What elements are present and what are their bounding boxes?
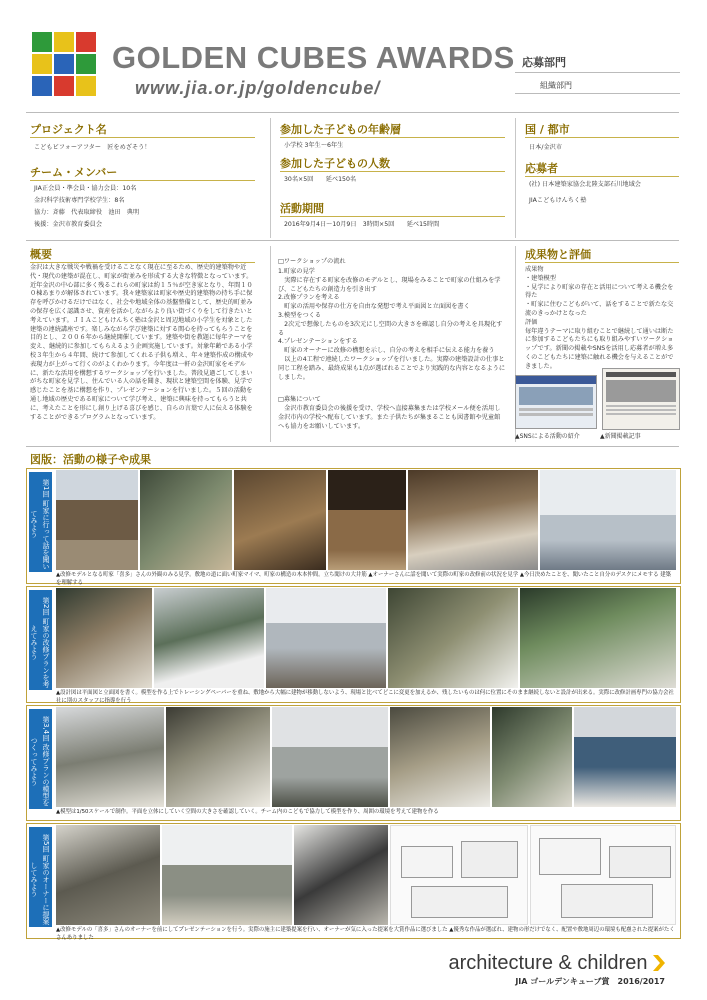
workshop-item: 町家のオーナーに改修の構想を示し、自分の考えを相手に伝える能力を養う <box>278 347 495 355</box>
results-line: 成果物 <box>525 266 544 273</box>
strip-label: 第2回 町家の改修プランを考えてみよう <box>29 590 52 690</box>
photo-row <box>56 825 676 925</box>
support-text: 金沢市教育委員会の後援を受け、学校へ直接募集または学校メール便を活用し金沢市内の学校へ配布しています。また子供たちが集まることも図書館や児童館へも協力をお願いしています。 <box>278 405 501 430</box>
photo <box>166 707 270 807</box>
column-divider <box>270 246 271 442</box>
photo <box>56 825 160 925</box>
section-rule <box>30 180 255 181</box>
category-divider <box>515 93 680 94</box>
team-line: 協力：斉藤 代表取締役 池田 典明 <box>34 209 140 216</box>
column-divider <box>270 118 271 238</box>
count-heading: 参加した子どもの人数 <box>280 157 390 170</box>
team-line: 金沢科学技術専門学校学生：8名 <box>34 197 125 204</box>
photo <box>294 825 388 925</box>
strip-caption: ▲改修モデルの「喜多」さんのオーナーを前にしてプレゼンテーションを行う。実際の施主に建築提案を行い、オーナーが気に入った提案を大賞作品に選びました ▲優秀な作品が選ばれ、建物の形だけでなく、配置や敷地周辺の環境も配慮された提案がたくさんありました <box>56 927 675 941</box>
overview-text: 金沢は大きな戦災や戦禍を受けることなく現在に至るため、歴史的建築物や近代・現代の建築が混在し、町家が街並みを形成する大きな特徴となっています。近年金沢の中心部に多く残るこれらの町家は約１５％が空き家となり、年間１００棟あまりが解体されています。我々建築家は町家や歴史的建築物の持ち手に保存を呼びかけるだけではなく、社会や地域全体の基盤整備として、歴史的町並みの保存を広く認識させ、資産を活かしながらより良い街づくりをして行きたいと考えています。ＪＩＡこどもけんちく塾は金沢と周辺地域の小学生を対象とした建築の連続講座です。楽しみながら学び建築に対する関心を持ってもらうことを目的とし、２００６年から継続開催しています。建築や街を教題に毎年テーマを変え、継続的に参加してもらえるよう企画実施しています。対象年齢である小学校３年生から４年間、続けて参加してくれる子供も増え、年々建築作成の構成や表現力が上がって行くのがよくわかります。今年度は一軒の金沢町家をモデルに、新たな活用を構想するワークショップを行いました。普段見過ごしてしまいがちな町家を見学し、住んでいる人の話を聞き、現状と建築空間を体験、見学で感じたことを基に構想を作り、プレゼンテーションを行いました。５回の活動を通し地域の歴史である町家について学び考え、建築に興味を持ってもらうと共に、考えたことを形にし創り上げる喜びを感じ、自らの言葉で人に伝える体験をすることができるプログラムとなっています。 <box>30 264 254 421</box>
workshop-item: 4.プレゼンテーションをする <box>278 338 358 346</box>
applicant-line: (社) 日本建築家協会北陸支部石川地域会 <box>529 181 641 188</box>
info-bottom-rule <box>26 240 679 241</box>
strip-caption: ▲設計図は平面図と立面図を書く。模型を作る上でトレーシングペーパーを重ね、敷地から大幅に建物が移動しないよう、現場と比べてどこに変更を加えるか、残したいものは何に位置にそのまま継続しないと設計が出来る。実際に改修計画専門の協力会社社に別のスタッフに指導を行う <box>56 690 674 704</box>
sns-screenshot <box>515 375 597 429</box>
chevron-logo-icon <box>653 955 665 971</box>
photo <box>154 588 264 688</box>
section-rule <box>280 137 505 138</box>
project-heading: プロジェクト名 <box>30 123 107 136</box>
photo <box>162 825 292 925</box>
results-line: 評価 <box>525 318 538 326</box>
workshop-list <box>278 268 506 382</box>
section-rule <box>525 262 679 263</box>
applicant-line: JIAこどもけんちく塾 <box>529 197 587 204</box>
column-divider <box>515 118 516 238</box>
footer-brand-text: architecture & children <box>448 952 648 974</box>
results-list <box>525 266 679 372</box>
photo-row <box>56 470 676 570</box>
sns-caption: ▲SNSによる活動の紹介 <box>515 433 580 440</box>
age-heading: 参加した子どもの年齢層 <box>280 123 401 136</box>
workshop-item: 町家の活用や保存の仕方を自由な発想で考え平面図と立面図を書く <box>278 303 470 311</box>
section-rule <box>525 137 679 138</box>
workshop-heading: □ワークショップの流れ <box>278 258 346 265</box>
golden-cubes-logo <box>28 28 100 100</box>
team-heading: チーム・メンバー <box>30 166 118 179</box>
category-label: 応募部門 <box>522 56 566 69</box>
section-rule <box>30 137 255 138</box>
period-heading: 活動期間 <box>280 202 324 215</box>
awards-url[interactable]: www.jia.or.jp/goldencube/ <box>135 78 381 98</box>
photo <box>492 707 572 807</box>
photo <box>56 470 138 570</box>
age-value: 小学校 3年生〜6年生 <box>284 142 344 149</box>
overview-heading: 概要 <box>30 248 52 261</box>
photo <box>408 470 538 570</box>
newspaper-clipping <box>602 368 680 430</box>
section-rule <box>280 171 505 172</box>
strip-label: 第3,4回 改修プランの模型をつくってみよう <box>29 709 52 809</box>
strip-label: 第1回 町家に行って話を聞いてみよう <box>29 472 52 572</box>
photo <box>328 470 406 570</box>
section-rule <box>525 176 679 177</box>
figures-rule <box>26 446 679 447</box>
applicant-heading: 応募者 <box>525 162 558 175</box>
footer-award: JIA ゴールデンキューブ賞 2016/2017 <box>515 977 665 986</box>
support-heading: □募集について <box>278 396 321 403</box>
photo <box>140 470 232 570</box>
photo <box>234 470 326 570</box>
workshop-item: 2.改修プランを考える <box>278 294 340 302</box>
photo <box>520 588 676 688</box>
results-line: ・町家に住むこどもがいて、話をすることで新たな交流のきっかけとなった <box>525 301 674 317</box>
photo <box>530 825 676 925</box>
news-caption: ▲新聞掲載記事 <box>600 433 641 440</box>
results-line: ・建築模型 <box>525 274 556 282</box>
photo <box>56 707 164 807</box>
photo <box>540 470 676 570</box>
project-name: こどもビフォーアフター 匠をめざそう！ <box>34 144 151 151</box>
results-line: ・見学により町家の存在と活用について考える機会を得た <box>525 283 674 300</box>
strip-caption: ▲改修モデルとなる町家「喜多」さんの外観のみる見学。敷地の道に面い町家マイマ、町家の構造の木本仲間。立ち聞けの大井筋 ▲オーナーさんに話を聞いて実際の町家の改修前の状況を見学 ▲今日決めたことを、聞いたこと自分のデスクにメモする 建築を理解する <box>56 572 672 586</box>
strip-label: 第5回 町家のオーナーに提案してみよう <box>29 827 52 927</box>
country-heading: 国 / 都市 <box>525 123 570 136</box>
photo <box>272 707 388 807</box>
results-line: 毎年違うテーマに取り組むことで継続して通いは断たに参加するこどもたちにも取り組みやすいワークショップです。新聞の掲載やSNSを活用し応募者が増え多くのこどもたちに建築に触れる機会を与えることができました。 <box>525 327 674 370</box>
photo-row <box>56 707 676 807</box>
team-line: 後援：金沢市教育委員会 <box>34 221 103 228</box>
section-rule <box>280 216 505 217</box>
photo <box>574 707 676 807</box>
photo <box>388 588 518 688</box>
figures-heading: 図版：活動の様子や成果 <box>30 453 151 466</box>
country-value: 日本/金沢市 <box>529 144 563 151</box>
count-value: 30名×5回 延べ150名 <box>284 176 357 183</box>
workshop-item: 3.模型をつくる <box>278 311 322 319</box>
info-top-rule <box>26 112 679 113</box>
photo <box>390 825 528 925</box>
workshop-item: 実際に存在する町家を改修のモデルとし、現場をみることで町家の仕組みを学び、こどもたちの創造力を引き出す <box>278 276 501 293</box>
category-divider <box>515 72 680 73</box>
team-line: JIA正会員・準会員・協力会員：10名 <box>34 185 137 192</box>
photo <box>266 588 386 688</box>
section-rule <box>30 262 255 263</box>
strip-caption: ▲模型は1/50スケールで制作。平面を立体にしていく空間の大きさを確認していく。チーム内のこどもで協力して模型を作り、周囲の環境を考えて建物を作る <box>56 809 439 815</box>
photo <box>56 588 152 688</box>
photo <box>390 707 490 807</box>
period-value: 2016年9月4日〜10月9日 3時間×5回 延べ15時間 <box>284 221 440 228</box>
results-heading: 成果物と評価 <box>525 248 591 261</box>
footer-brand <box>448 952 665 975</box>
awards-title: GOLDEN CUBES AWARDS <box>112 40 515 75</box>
photo-row <box>56 588 676 688</box>
workshop-item: 2次元で想像したものを3次元にし空間の大きさを確認し自分の考えを具現化する <box>278 320 503 337</box>
workshop-item: 以上の4工程で連続したワークショップを行いました。実際の建築設計の仕事と同じ工程を踏み、最終成果も1点が選ばれることでより実践的な内容となるようにしました。 <box>278 355 506 381</box>
workshop-item: 1.町家の見学 <box>278 268 315 275</box>
category-value: 組織部門 <box>540 81 572 90</box>
